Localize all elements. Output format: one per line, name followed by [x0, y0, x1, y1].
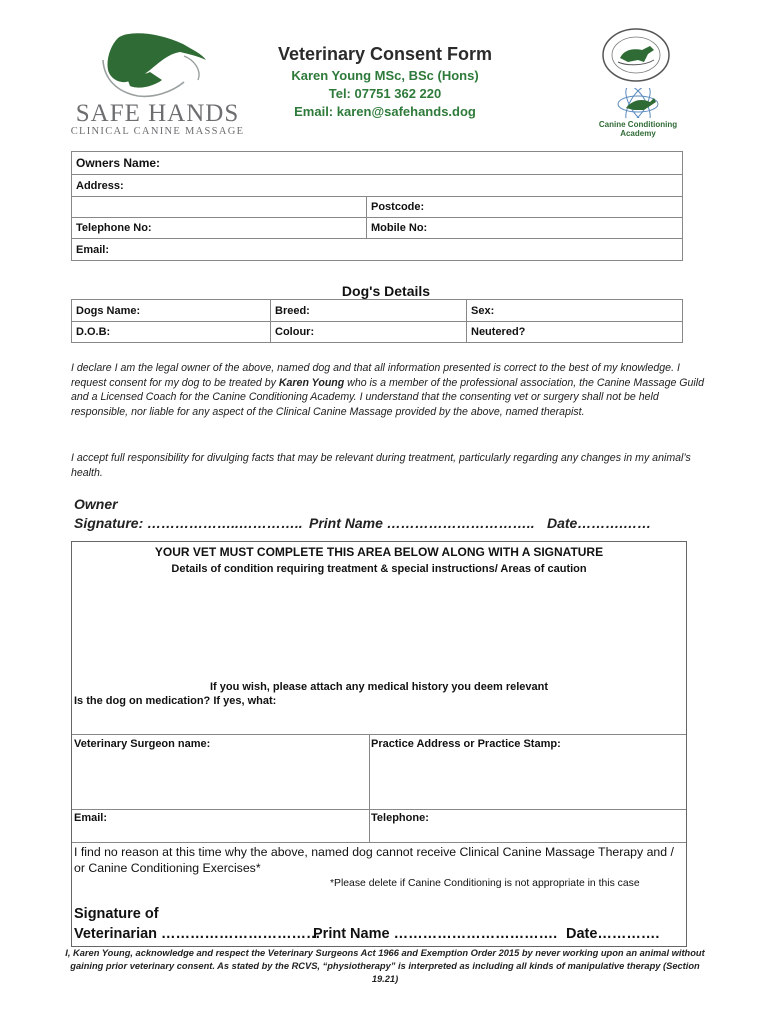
owner-date-line[interactable]: Date……….…… [547, 515, 652, 531]
divider [72, 734, 686, 735]
sex-field[interactable]: Sex: [467, 300, 683, 322]
medication-field[interactable]: Is the dog on medication? If yes, what: [74, 695, 277, 707]
footer-acknowledgement: I, Karen Young, acknowledge and respect the Veterinary Surgeons Act 1966 and Exemption Order 2015 by never working upon an animal without gaining prior veterinary consent. As stated by the RCVS, “physiotherapy” is interpreted as including all kinds of manipulative therapy (Section 19.21) [65, 948, 705, 984]
divider [369, 734, 370, 842]
owner-details-table [71, 151, 683, 261]
canine-massage-guild-logo [598, 26, 674, 84]
postcode-field[interactable]: Postcode: [367, 197, 683, 218]
page-title: Veterinary Consent Form [277, 44, 493, 64]
vet-email-field[interactable]: Email: [74, 812, 108, 824]
address-line-2-field[interactable] [72, 197, 367, 218]
owner-email-field[interactable]: Email: [72, 239, 683, 261]
academy-line1: Canine Conditioning [598, 120, 678, 129]
declaration-text: I declare I am the legal owner of the above, named dog and that all information presented is correct to the best of my knowledge. I request consent for my dog to be treated by [71, 362, 680, 389]
therapist-bold-name: Karen Young [278, 376, 345, 389]
mobile-field[interactable]: Mobile No: [367, 218, 683, 239]
dogs-name-field[interactable]: Dogs Name: [72, 300, 271, 322]
telephone-field[interactable]: Telephone No: [72, 218, 367, 239]
owner-print-name-line[interactable]: Print Name ………………………….. [309, 515, 535, 531]
declaration-text-cont: who is a member of the professional association, the Canine Massage Guild and a Licensed Coach for the Canine Conditioning Academy. I understand that the consenting vet or surgery shall not be held responsible, nor liable for any aspect of the Clinical Canine Massage provided by the above, named therapist. [71, 376, 705, 418]
vet-date-line[interactable]: Date…………. [566, 926, 660, 942]
dog-details-table [71, 299, 683, 343]
colour-field[interactable]: Colour: [271, 322, 467, 343]
vet-surgeon-name-field[interactable]: Veterinary Surgeon name: [74, 738, 211, 750]
neutered-field[interactable]: Neutered? [467, 322, 683, 343]
vet-statement: I find no reason at this time why the above, named dog cannot receive Clinical Canine Massage Therapy and / or Canine Conditioning Exercises* [74, 845, 674, 875]
dogs-details-heading: Dog's Details [341, 283, 431, 299]
declaration-paragraph [71, 361, 711, 419]
academy-line2: Academy [620, 129, 656, 138]
hand-paw-icon [98, 30, 208, 100]
vet-section-heading: YOUR VET MUST COMPLETE THIS AREA BELOW ALONG WITH A SIGNATURE [154, 545, 604, 559]
condition-details-area[interactable] [72, 582, 686, 678]
dob-field[interactable]: D.O.B: [72, 322, 271, 343]
divider [72, 842, 686, 843]
divider [72, 809, 686, 810]
therapist-name: Karen Young MSc, BSc (Hons) [291, 68, 479, 83]
safe-hands-logo [70, 30, 250, 140]
vet-print-name-line[interactable]: Print Name ……………………………. [313, 926, 558, 942]
responsibility-paragraph: I accept full responsibility for divulging facts that may be relevant during treatment, particularly regarding any changes in my animal’s health. [71, 452, 691, 479]
brand-subtitle: CLINICAL CANINE MASSAGE [70, 126, 245, 137]
vet-telephone-field[interactable]: Telephone: [371, 812, 429, 824]
owners-name-field[interactable]: Owners Name: [72, 152, 683, 175]
owner-label: Owner [74, 496, 118, 512]
vet-section-subheading: Details of condition requiring treatment & special instructions/ Areas of caution [171, 563, 587, 575]
vet-section [71, 541, 687, 947]
attach-history-note: If you wish, please attach any medical history you deem relevant [209, 681, 549, 693]
signature-of-label: Signature of [74, 906, 159, 922]
therapist-tel: Tel: 07751 362 220 [328, 86, 442, 101]
address-field[interactable]: Address: [72, 175, 683, 197]
breed-field[interactable]: Breed: [271, 300, 467, 322]
veterinarian-signature-line[interactable]: Veterinarian …………………………… [74, 926, 321, 942]
brand-name: SAFE HANDS [75, 100, 240, 127]
canine-conditioning-academy-logo [596, 88, 680, 140]
practice-address-field[interactable]: Practice Address or Practice Stamp: [371, 738, 561, 750]
therapist-email: Email: karen@safehands.dog [294, 104, 476, 119]
conditioning-note: *Please delete if Canine Conditioning is not appropriate in this case [330, 878, 640, 889]
owner-signature-line[interactable]: Signature: ………………..………….. [74, 515, 303, 531]
